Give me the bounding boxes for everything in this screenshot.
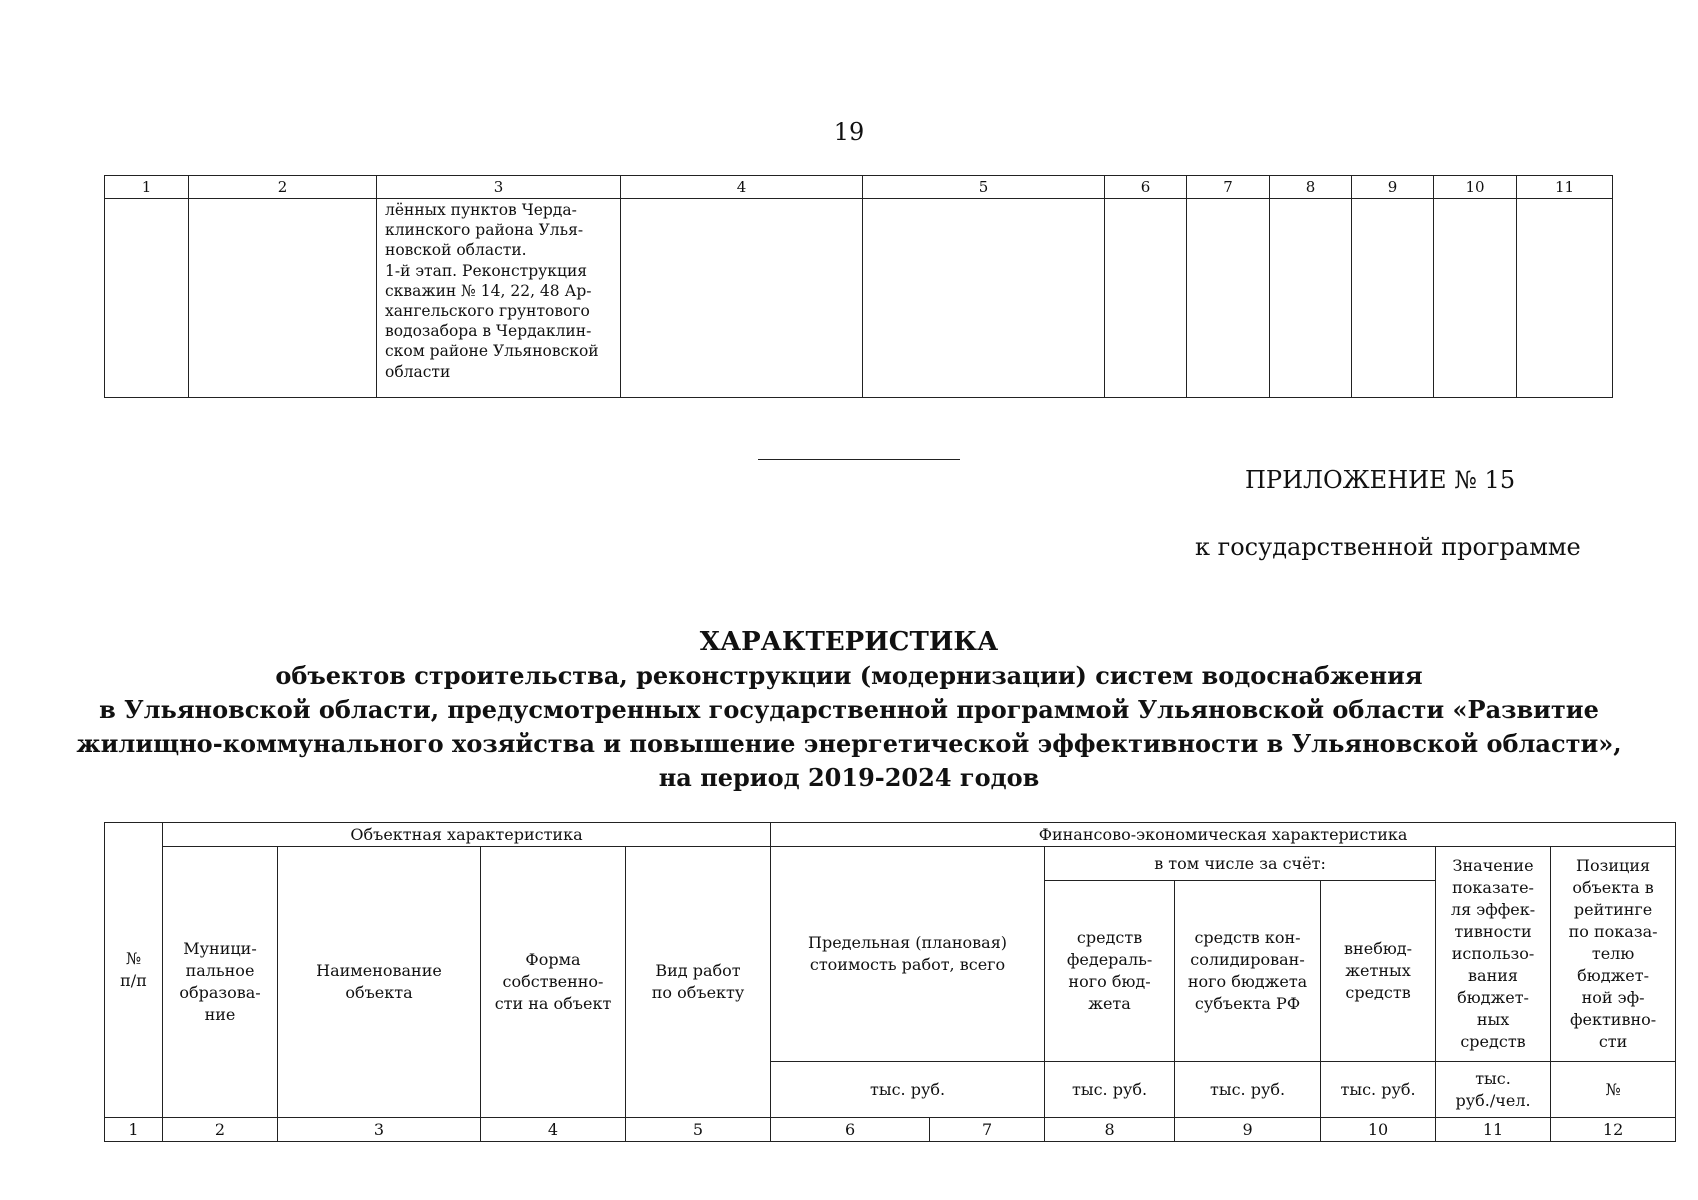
table-cell xyxy=(1352,199,1434,398)
column-number: 3 xyxy=(377,176,621,199)
page-number: 19 xyxy=(833,118,865,146)
column-number: 5 xyxy=(863,176,1105,199)
object-description: лённых пунктов Черда- клинского района Улья- новской области. 1-й этап. Реконструкция скважин № 14, 22, 48 Ар- хангельского грунтового водозабора в Чердаклин- ском районе Ульяновской области xyxy=(385,201,599,381)
column-number: 2 xyxy=(163,1118,278,1142)
separator-line xyxy=(758,459,960,460)
unit-label: № xyxy=(1551,1062,1676,1118)
document-heading: ХАРАКТЕРИСТИКА xyxy=(699,627,999,657)
title-line: жилищно-коммунального хозяйства и повышение энергетической эффективности в Ульяновской области», xyxy=(76,729,1622,758)
column-number-row xyxy=(105,176,1613,199)
column-number: 4 xyxy=(481,1118,626,1142)
object-name-header: Наименование объекта xyxy=(278,847,481,1118)
column-number: 4 xyxy=(621,176,863,199)
appendix-subtitle: к государственной программе xyxy=(1195,533,1581,561)
unit-label: тыс. руб. xyxy=(1045,1062,1175,1118)
federal-budget-header: средств федераль- ного бюд- жета xyxy=(1045,881,1175,1062)
column-number-row xyxy=(105,1118,1676,1142)
column-number: 10 xyxy=(1434,176,1517,199)
unit-label: тыс. руб. xyxy=(771,1062,1045,1118)
cost-header: Предельная (плановая) стоимость работ, всего xyxy=(771,847,1045,1062)
title-line: на период 2019-2024 годов xyxy=(658,763,1040,792)
column-number: 8 xyxy=(1270,176,1352,199)
object-description-cell xyxy=(377,199,621,398)
characteristics-table xyxy=(104,822,1676,1142)
column-number: 9 xyxy=(1175,1118,1321,1142)
table-cell xyxy=(1187,199,1270,398)
rating-header: Позиция объекта в рейтинге по показа- телю бюджет- ной эф- фективно- сти xyxy=(1551,847,1676,1062)
table-row xyxy=(105,199,1613,398)
table-cell xyxy=(105,199,189,398)
column-number: 5 xyxy=(626,1118,771,1142)
column-number: 1 xyxy=(105,1118,163,1142)
column-number: 8 xyxy=(1045,1118,1175,1142)
column-number: 1 xyxy=(105,176,189,199)
title-line: объектов строительства, реконструкции (модернизации) систем водоснабжения xyxy=(275,661,1423,690)
column-number: 2 xyxy=(189,176,377,199)
appendix-label: ПРИЛОЖЕНИЕ № 15 xyxy=(1245,466,1516,494)
unit-label: тыс. руб. xyxy=(1321,1062,1436,1118)
table-cell xyxy=(1105,199,1187,398)
subheader-row xyxy=(105,847,1676,881)
column-number: 9 xyxy=(1352,176,1434,199)
table-cell xyxy=(189,199,377,398)
table-cell xyxy=(863,199,1105,398)
table-cell xyxy=(1517,199,1613,398)
number-header: № п/п xyxy=(105,823,163,1118)
continuation-table xyxy=(104,175,1613,398)
column-number: 7 xyxy=(930,1118,1045,1142)
column-number: 10 xyxy=(1321,1118,1436,1142)
unit-label: тыс. руб. xyxy=(1175,1062,1321,1118)
object-characteristics-header: Объектная характеристика xyxy=(163,823,771,847)
consolidated-budget-header: средств кон- солидирован- ного бюджета субъекта РФ xyxy=(1175,881,1321,1062)
table-cell xyxy=(1270,199,1352,398)
unit-label: тыс. руб./чел. xyxy=(1436,1062,1551,1118)
municipality-header: Муници- пальное образова- ние xyxy=(163,847,278,1118)
column-number: 11 xyxy=(1436,1118,1551,1142)
efficiency-header: Значение показате- ля эффек- тивности использо- вания бюджет- ных средств xyxy=(1436,847,1551,1062)
table-cell xyxy=(1434,199,1517,398)
table-cell xyxy=(621,199,863,398)
extrabudget-header: внебюд- жетных средств xyxy=(1321,881,1436,1062)
work-type-header: Вид работ по объекту xyxy=(626,847,771,1118)
ownership-header: Форма собственно- сти на объект xyxy=(481,847,626,1118)
column-number: 6 xyxy=(1105,176,1187,199)
column-number: 3 xyxy=(278,1118,481,1142)
group-header-row xyxy=(105,823,1676,847)
column-number: 11 xyxy=(1517,176,1613,199)
title-line: в Ульяновской области, предусмотренных государственной программой Ульяновской области «Развитие xyxy=(99,695,1599,724)
column-number: 6 xyxy=(771,1118,930,1142)
including-header: в том числе за счёт: xyxy=(1045,847,1436,881)
column-number: 7 xyxy=(1187,176,1270,199)
column-number: 12 xyxy=(1551,1118,1676,1142)
financial-characteristics-header: Финансово-экономическая характеристика xyxy=(771,823,1676,847)
